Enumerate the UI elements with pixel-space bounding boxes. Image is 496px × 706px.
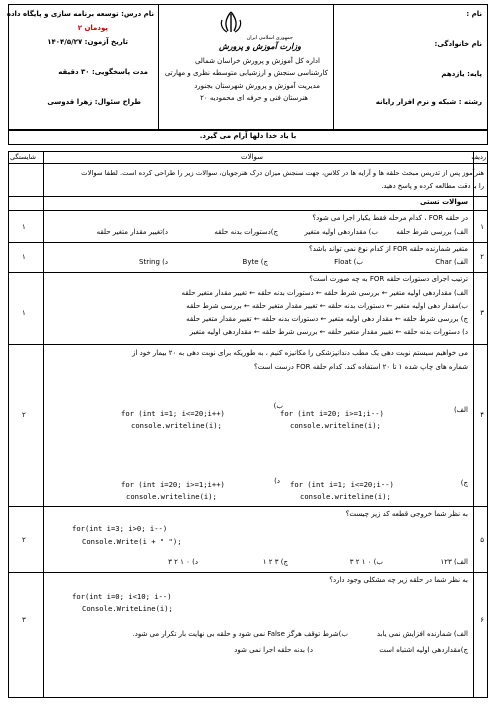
q5-code-1: for(int i=3; i>0; i--) [72, 524, 168, 533]
q2-number: ۲ [480, 253, 484, 261]
q6-option-a: الف) شمارنده افزایش نمی یابد [376, 630, 468, 638]
q3-option-d: د) دستورات بدنه حلقه ← تغییر مقدار متغیر حلقه ← بررسی شرط حلقه ← مقداردهی اولیه متغیر [189, 328, 468, 336]
q3-option-b: ب)مقدار دهی اولیه متغیر ← دستورات بدنه حلقه ← تغییر مقدار متغیر حلقه ← بررسی شرط حلقه [186, 302, 468, 310]
question-designer: طراح سئوال: زهرا قدوسی [47, 98, 141, 106]
q5-code-2: Console.Write(i + " "); [82, 537, 182, 546]
q6-option-b: ب)شرط توقف هرگز False نمی شود و حلقه بی نهایت بار تکرار می شود. [132, 630, 348, 638]
q3-score: ۱ [22, 309, 26, 317]
q6-option-d: د) بدنه حلقه اجرا نمی شود [234, 646, 313, 654]
q3-option-c: ج) بررسی شرط حلقه ← مقدار دهی اولیه متغیر ← دستورات بدنه حلقه ← تغییر مقدار متغیر حلقه [186, 315, 468, 323]
q2-text: متغیر شمارنده حلقه FOR از کدام نوع نمی تواند باشد؟ [309, 245, 468, 253]
q4-text-2: شماره های چاپ شده ۱ تا ۲۰ استفاده کند. کدام حلقه FOR درست است؟ [254, 363, 468, 371]
q4-label-c: ج) [460, 479, 468, 487]
q2-option-d: د) String [139, 258, 168, 266]
org-country: جمهوری اسلامی ایران [246, 35, 293, 41]
q3-number: ۳ [480, 309, 484, 317]
field-label: رشته : شبکه و نرم افزار رایانه [375, 98, 482, 106]
q4-option-b-code-1: for (int i=20; i>=1;i--) [280, 409, 384, 418]
q5-option-d: د) ۰ ۱ ۲ ۳ [168, 558, 198, 566]
q6-score: ۳ [22, 616, 26, 624]
q1-option-c: ج)دستورات بدنه حلقه [214, 228, 278, 236]
q4-option-c-code-1: for (int i=1; i<=20;i--) [290, 480, 394, 489]
motto: با یاد خدا دلها آرام می گیرد. [199, 132, 297, 140]
module-name: پودمان ۲ [77, 24, 108, 32]
q4-text-1: می خواهیم سیستم نوبت دهی یک مطب دندانپزشکی را مکانیزه کنیم ، به طوریکه برای نوبت دهی به ۲۰ بیمار خود از [132, 349, 468, 357]
answer-duration: مدت پاسخگویی: ۳۰ دقیقه [58, 68, 148, 76]
q4-score: ۲ [22, 411, 26, 419]
q5-option-c: ج) ۳ ۲ ۱ [262, 558, 288, 566]
q5-number: ۵ [480, 536, 484, 544]
q5-score: ۲ [22, 536, 26, 544]
grade-label: پایه: یازدهم [441, 70, 482, 78]
intro-line-2: را با دقت مطالعه کرده و پاسخ دهید. [381, 182, 484, 190]
q4-option-a-code-2: console.writeline(i); [131, 421, 222, 430]
exam-page [8, 4, 488, 698]
q6-code-1: for(int i=0; i<10; i--) [72, 592, 172, 601]
iran-emblem-icon [208, 10, 254, 34]
q2-option-c: ج) Byte [242, 258, 268, 266]
q3-text: ترتیب اجرای دستورات حلقه FOR به چه صورت است؟ [309, 275, 468, 283]
name-label: نام : [466, 10, 482, 18]
q4-option-d-code-1: for (int i=20; i>=1;i++) [121, 480, 225, 489]
q5-text: به نظر شما خروجی قطعه کد زیر چیست؟ [345, 510, 468, 518]
q5-option-b: ب) ۰ ۱ ۲ ۳ [349, 558, 383, 566]
org-school: هنرستان فنی و حرفه ای محمودیه ۲۰ [200, 94, 308, 102]
section-title: سوالات تستی [419, 198, 468, 206]
q4-option-d-code-2: console.writeline(i); [126, 492, 217, 501]
q4-option-c-code-2: console.writeline(i); [300, 492, 391, 501]
q6-code-2: Console.WriteLine(i); [82, 604, 173, 613]
q1-option-b: ب) مقداردهی اولیه متغیر [304, 228, 378, 236]
q2-option-b: ب) Float [334, 258, 363, 266]
q5-option-a: الف) ۱۲۳ [440, 558, 468, 566]
q4-label-d: د) [274, 477, 280, 485]
org-office: اداره کل آموزش و پرورش خراسان شمالی [194, 57, 320, 65]
exam-date: تاریخ آزمون: ۱۴۰۴/۵/۲۷ [47, 38, 128, 46]
family-label: نام خانوادگی: [434, 40, 482, 48]
header-questions: سوالات [240, 153, 263, 161]
q4-option-b-code-2: console.writeline(i); [290, 421, 381, 430]
q4-label-b: ب) [273, 402, 283, 410]
q4-number: ۴ [480, 411, 484, 419]
q6-option-c: ج)مقداردهی اولیه اشتباه است [379, 646, 468, 654]
q2-score: ۱ [22, 253, 26, 261]
q3-option-a: الف) مقداردهی اولیه متغیر ← بررسی شرط حلقه ← دستورات بدنه حلقه ← تغییر مقدار متغیر حلقه [181, 289, 468, 297]
org-management: مدیریت آموزش و پرورش شهرستان بجنورد [194, 82, 320, 90]
q6-number: ۶ [480, 616, 484, 624]
q1-text: در حلقه FOR ، کدام مرحله فقط یکبار اجرا می شود؟ [312, 214, 468, 222]
q1-option-d: د)تغییر مقدار متغیر حلقه [96, 228, 168, 236]
q6-text: به نظر شما در حلقه زیر چه مشکلی وجود دارد؟ [329, 576, 468, 584]
q1-option-a: الف) بررسی شرط حلقه [396, 228, 468, 236]
header-row: ردیف [471, 153, 486, 161]
intro-line-1: هنرآموز پس از تدریس مبحث حلقه ها و آرایه ها در کلاس، جهت سنجش میزان درک هنرجویان، سوالات زیر را طراحی کرده است. لطفا سوالات [81, 169, 484, 177]
q4-label-a: الف) [453, 406, 468, 414]
course-name: نام درس: توسعه برنامه سازی و پایگاه داده [6, 10, 154, 18]
org-assessment: کارشناسی سنجش و ارزشیابی متوسطه نظری و مهارتی [164, 69, 328, 77]
q1-number: ۱ [480, 223, 484, 231]
q4-option-a-code-1: for (int i=1; i<=20;i++) [121, 409, 225, 418]
org-ministry: وزارت آموزش و پرورش [219, 42, 301, 51]
header-score: شایستگی [10, 153, 37, 161]
q2-option-a: الف) Char [435, 258, 468, 266]
q1-score: ۱ [22, 223, 26, 231]
